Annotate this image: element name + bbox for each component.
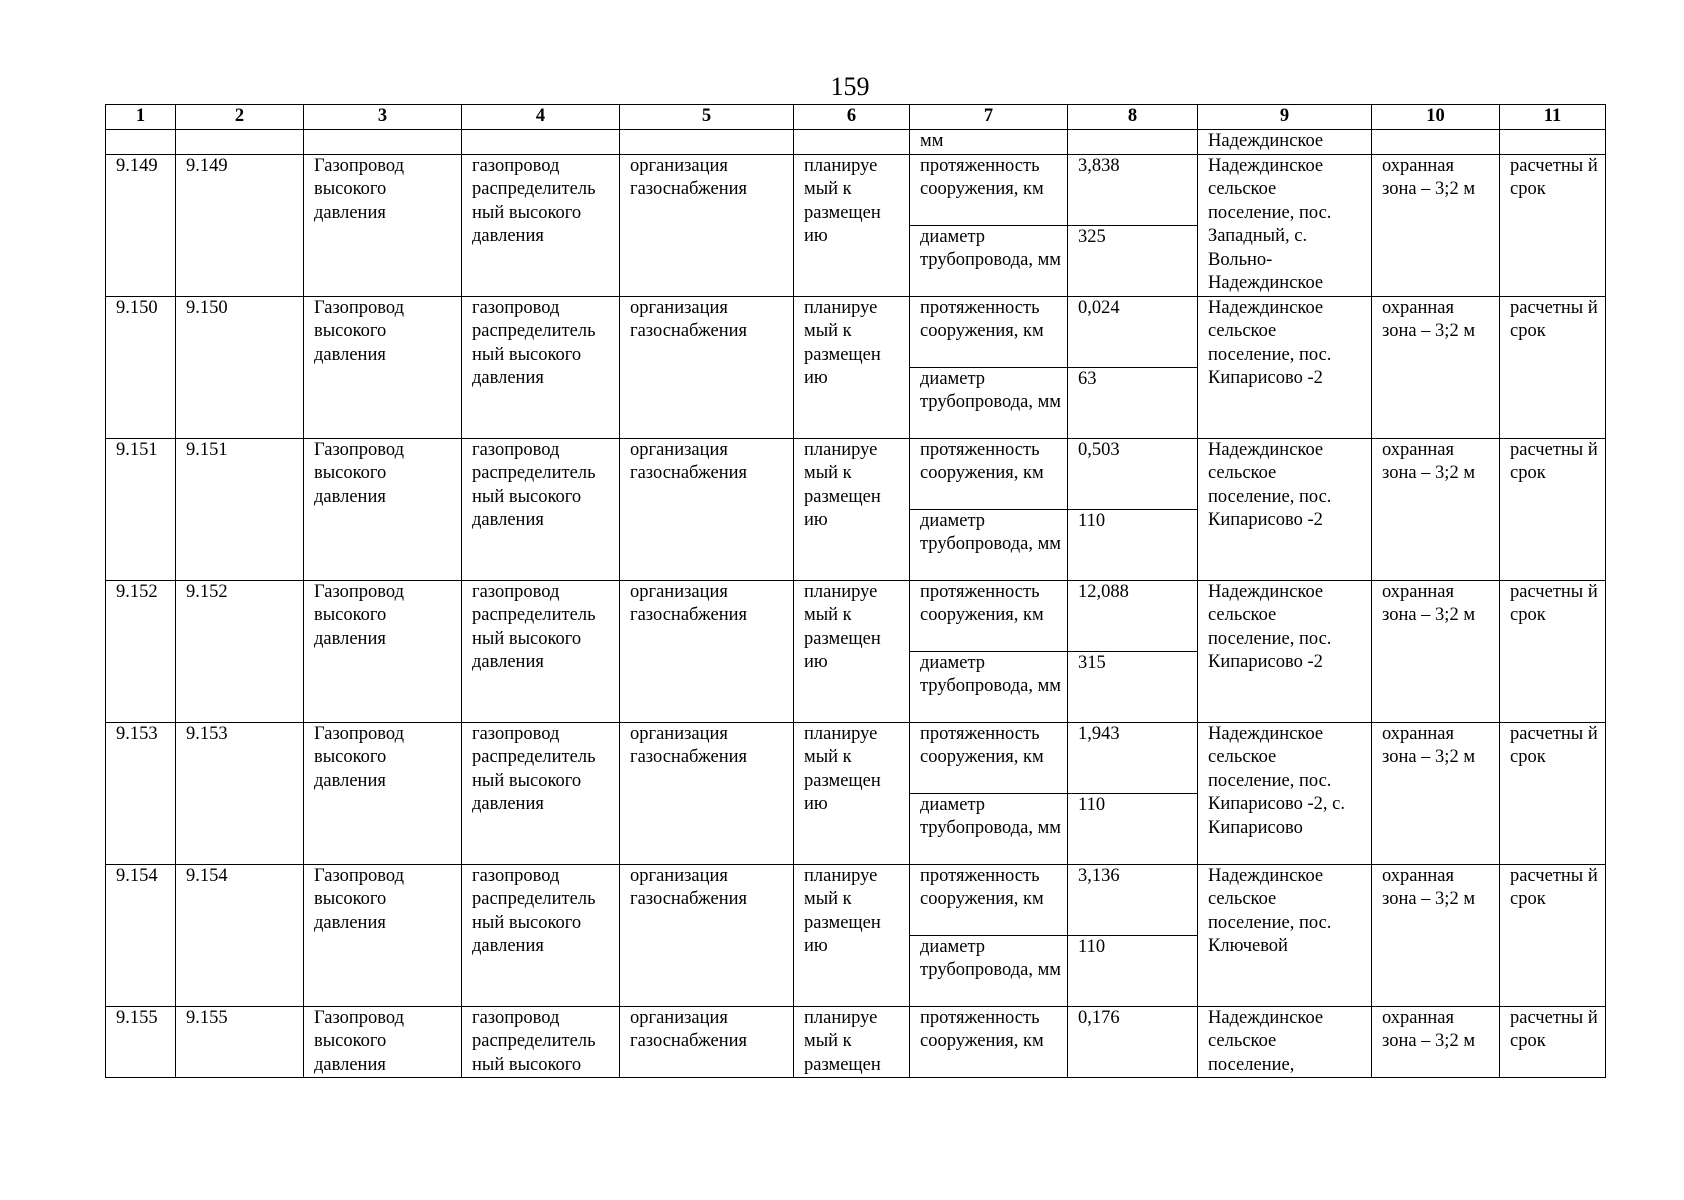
cell-term: расчетны й срок	[1500, 154, 1606, 296]
cell-zone: охранная зона – 3;2 м	[1372, 296, 1500, 438]
continuation-unit: мм	[910, 130, 1068, 155]
cell-location: Надеждинское сельское поселение, пос. Западный, с. Вольно-Надеждинское	[1198, 154, 1372, 296]
continuation-location: Надеждинское	[1198, 130, 1372, 155]
cell-organization: организация газоснабжения	[620, 580, 794, 722]
cell-number: 9.150	[106, 296, 176, 438]
cell-param-diameter: диаметр трубопровода, мм	[910, 225, 1068, 296]
cell-value-diameter: 110	[1068, 509, 1198, 580]
cell-value-length: 1,943	[1068, 722, 1198, 793]
cell-location: Надеждинское сельское поселение, пос. Ключевой	[1198, 864, 1372, 1006]
cell-location: Надеждинское сельское поселение, пос. Кипарисово -2, с. Кипарисово	[1198, 722, 1372, 864]
column-header: 5	[620, 105, 794, 130]
cell-param-length: протяженность сооружения, км	[910, 154, 1068, 225]
column-header: 9	[1198, 105, 1372, 130]
table-cell	[1372, 130, 1500, 155]
cell-status: планируе мый к размещен ию	[794, 864, 910, 1006]
cell-value-length: 0,024	[1068, 296, 1198, 367]
column-header: 6	[794, 105, 910, 130]
table-row	[106, 438, 1606, 509]
table-cell	[176, 130, 304, 155]
cell-term: расчетны й срок	[1500, 296, 1606, 438]
column-header: 10	[1372, 105, 1500, 130]
cell-name: Газопровод высокого давления	[304, 580, 462, 722]
cell-organization: организация газоснабжения	[620, 296, 794, 438]
cell-term: расчетны й срок	[1500, 438, 1606, 580]
cell-term: расчетны й срок	[1500, 580, 1606, 722]
table-cell	[106, 130, 176, 155]
cell-code: 9.149	[176, 154, 304, 296]
cell-name: Газопровод высокого давления	[304, 864, 462, 1006]
cell-organization: организация газоснабжения	[620, 722, 794, 864]
cell-value-diameter: 110	[1068, 793, 1198, 864]
cell-zone: охранная зона – 3;2 м	[1372, 864, 1500, 1006]
cell-number: 9.152	[106, 580, 176, 722]
table-row	[106, 296, 1606, 367]
cell-zone: охранная зона – 3;2 м	[1372, 154, 1500, 296]
column-number-row	[106, 105, 1606, 130]
cell-param-diameter: диаметр трубопровода, мм	[910, 509, 1068, 580]
cell-number: 9.155	[106, 1006, 176, 1078]
table-row-truncated	[106, 1006, 1606, 1078]
column-header: 2	[176, 105, 304, 130]
cell-location: Надеждинское сельское поселение,	[1198, 1006, 1372, 1078]
table-cell	[620, 130, 794, 155]
cell-name: Газопровод высокого давления	[304, 296, 462, 438]
cell-name: Газопровод высокого давления	[304, 1006, 462, 1078]
cell-zone: охранная зона – 3;2 м	[1372, 1006, 1500, 1078]
column-header: 1	[106, 105, 176, 130]
cell-type: газопровод распределитель ный высокого давления	[462, 864, 620, 1006]
cell-value-length: 3,838	[1068, 154, 1198, 225]
table-row	[106, 580, 1606, 651]
column-header: 8	[1068, 105, 1198, 130]
cell-status: планируе мый к размещен	[794, 1006, 910, 1078]
cell-status: планируе мый к размещен ию	[794, 154, 910, 296]
continuation-row	[106, 130, 1606, 155]
cell-value-diameter: 63	[1068, 367, 1198, 438]
cell-status: планируе мый к размещен ию	[794, 722, 910, 864]
cell-status: планируе мый к размещен ию	[794, 438, 910, 580]
cell-type: газопровод распределитель ный высокого	[462, 1006, 620, 1078]
cell-value-diameter: 315	[1068, 651, 1198, 722]
cell-param-length: протяженность сооружения, км	[910, 580, 1068, 651]
cell-term: расчетны й срок	[1500, 1006, 1606, 1078]
cell-number: 9.151	[106, 438, 176, 580]
table-cell	[304, 130, 462, 155]
cell-type: газопровод распределитель ный высокого давления	[462, 722, 620, 864]
cell-value-length: 12,088	[1068, 580, 1198, 651]
cell-name: Газопровод высокого давления	[304, 438, 462, 580]
cell-code: 9.154	[176, 864, 304, 1006]
column-header: 3	[304, 105, 462, 130]
cell-code: 9.150	[176, 296, 304, 438]
cell-type: газопровод распределитель ный высокого давления	[462, 154, 620, 296]
column-header: 4	[462, 105, 620, 130]
cell-location: Надеждинское сельское поселение, пос. Кипарисово -2	[1198, 438, 1372, 580]
cell-zone: охранная зона – 3;2 м	[1372, 722, 1500, 864]
table-row	[106, 154, 1606, 225]
table-row	[106, 722, 1606, 793]
cell-param-length: протяженность сооружения, км	[910, 296, 1068, 367]
cell-type: газопровод распределитель ный высокого давления	[462, 438, 620, 580]
cell-location: Надеждинское сельское поселение, пос. Кипарисово -2	[1198, 296, 1372, 438]
cell-type: газопровод распределитель ный высокого давления	[462, 296, 620, 438]
cell-code: 9.153	[176, 722, 304, 864]
cell-name: Газопровод высокого давления	[304, 154, 462, 296]
cell-code: 9.151	[176, 438, 304, 580]
cell-param-diameter: диаметр трубопровода, мм	[910, 793, 1068, 864]
column-header: 7	[910, 105, 1068, 130]
cell-organization: организация газоснабжения	[620, 438, 794, 580]
cell-term: расчетны й срок	[1500, 722, 1606, 864]
cell-type: газопровод распределитель ный высокого давления	[462, 580, 620, 722]
cell-param-length: протяженность сооружения, км	[910, 722, 1068, 793]
cell-term: расчетны й срок	[1500, 864, 1606, 1006]
page-number: 159	[830, 72, 870, 101]
cell-value-diameter: 110	[1068, 935, 1198, 1006]
cell-param-diameter: диаметр трубопровода, мм	[910, 367, 1068, 438]
cell-param-length: протяженность сооружения, км	[910, 438, 1068, 509]
cell-number: 9.153	[106, 722, 176, 864]
cell-organization: организация газоснабжения	[620, 154, 794, 296]
cell-param-length: протяженность сооружения, км	[910, 864, 1068, 935]
cell-zone: охранная зона – 3;2 м	[1372, 580, 1500, 722]
table-cell	[1500, 130, 1606, 155]
cell-value-length: 3,136	[1068, 864, 1198, 935]
cell-number: 9.154	[106, 864, 176, 1006]
cell-location: Надеждинское сельское поселение, пос. Кипарисово -2	[1198, 580, 1372, 722]
cell-param-length: протяженность сооружения, км	[910, 1006, 1068, 1078]
cell-number: 9.149	[106, 154, 176, 296]
cell-value-diameter: 325	[1068, 225, 1198, 296]
cell-organization: организация газоснабжения	[620, 864, 794, 1006]
table-cell	[794, 130, 910, 155]
registry-table	[105, 104, 1606, 1078]
column-header: 11	[1500, 105, 1606, 130]
cell-status: планируе мый к размещен ию	[794, 580, 910, 722]
cell-param-diameter: диаметр трубопровода, мм	[910, 651, 1068, 722]
cell-value-length: 0,176	[1068, 1006, 1198, 1078]
cell-value-length: 0,503	[1068, 438, 1198, 509]
table-cell	[1068, 130, 1198, 155]
cell-param-diameter: диаметр трубопровода, мм	[910, 935, 1068, 1006]
table-row	[106, 864, 1606, 935]
cell-organization: организация газоснабжения	[620, 1006, 794, 1078]
cell-status: планируе мый к размещен ию	[794, 296, 910, 438]
cell-code: 9.155	[176, 1006, 304, 1078]
cell-zone: охранная зона – 3;2 м	[1372, 438, 1500, 580]
cell-name: Газопровод высокого давления	[304, 722, 462, 864]
table-cell	[462, 130, 620, 155]
cell-code: 9.152	[176, 580, 304, 722]
